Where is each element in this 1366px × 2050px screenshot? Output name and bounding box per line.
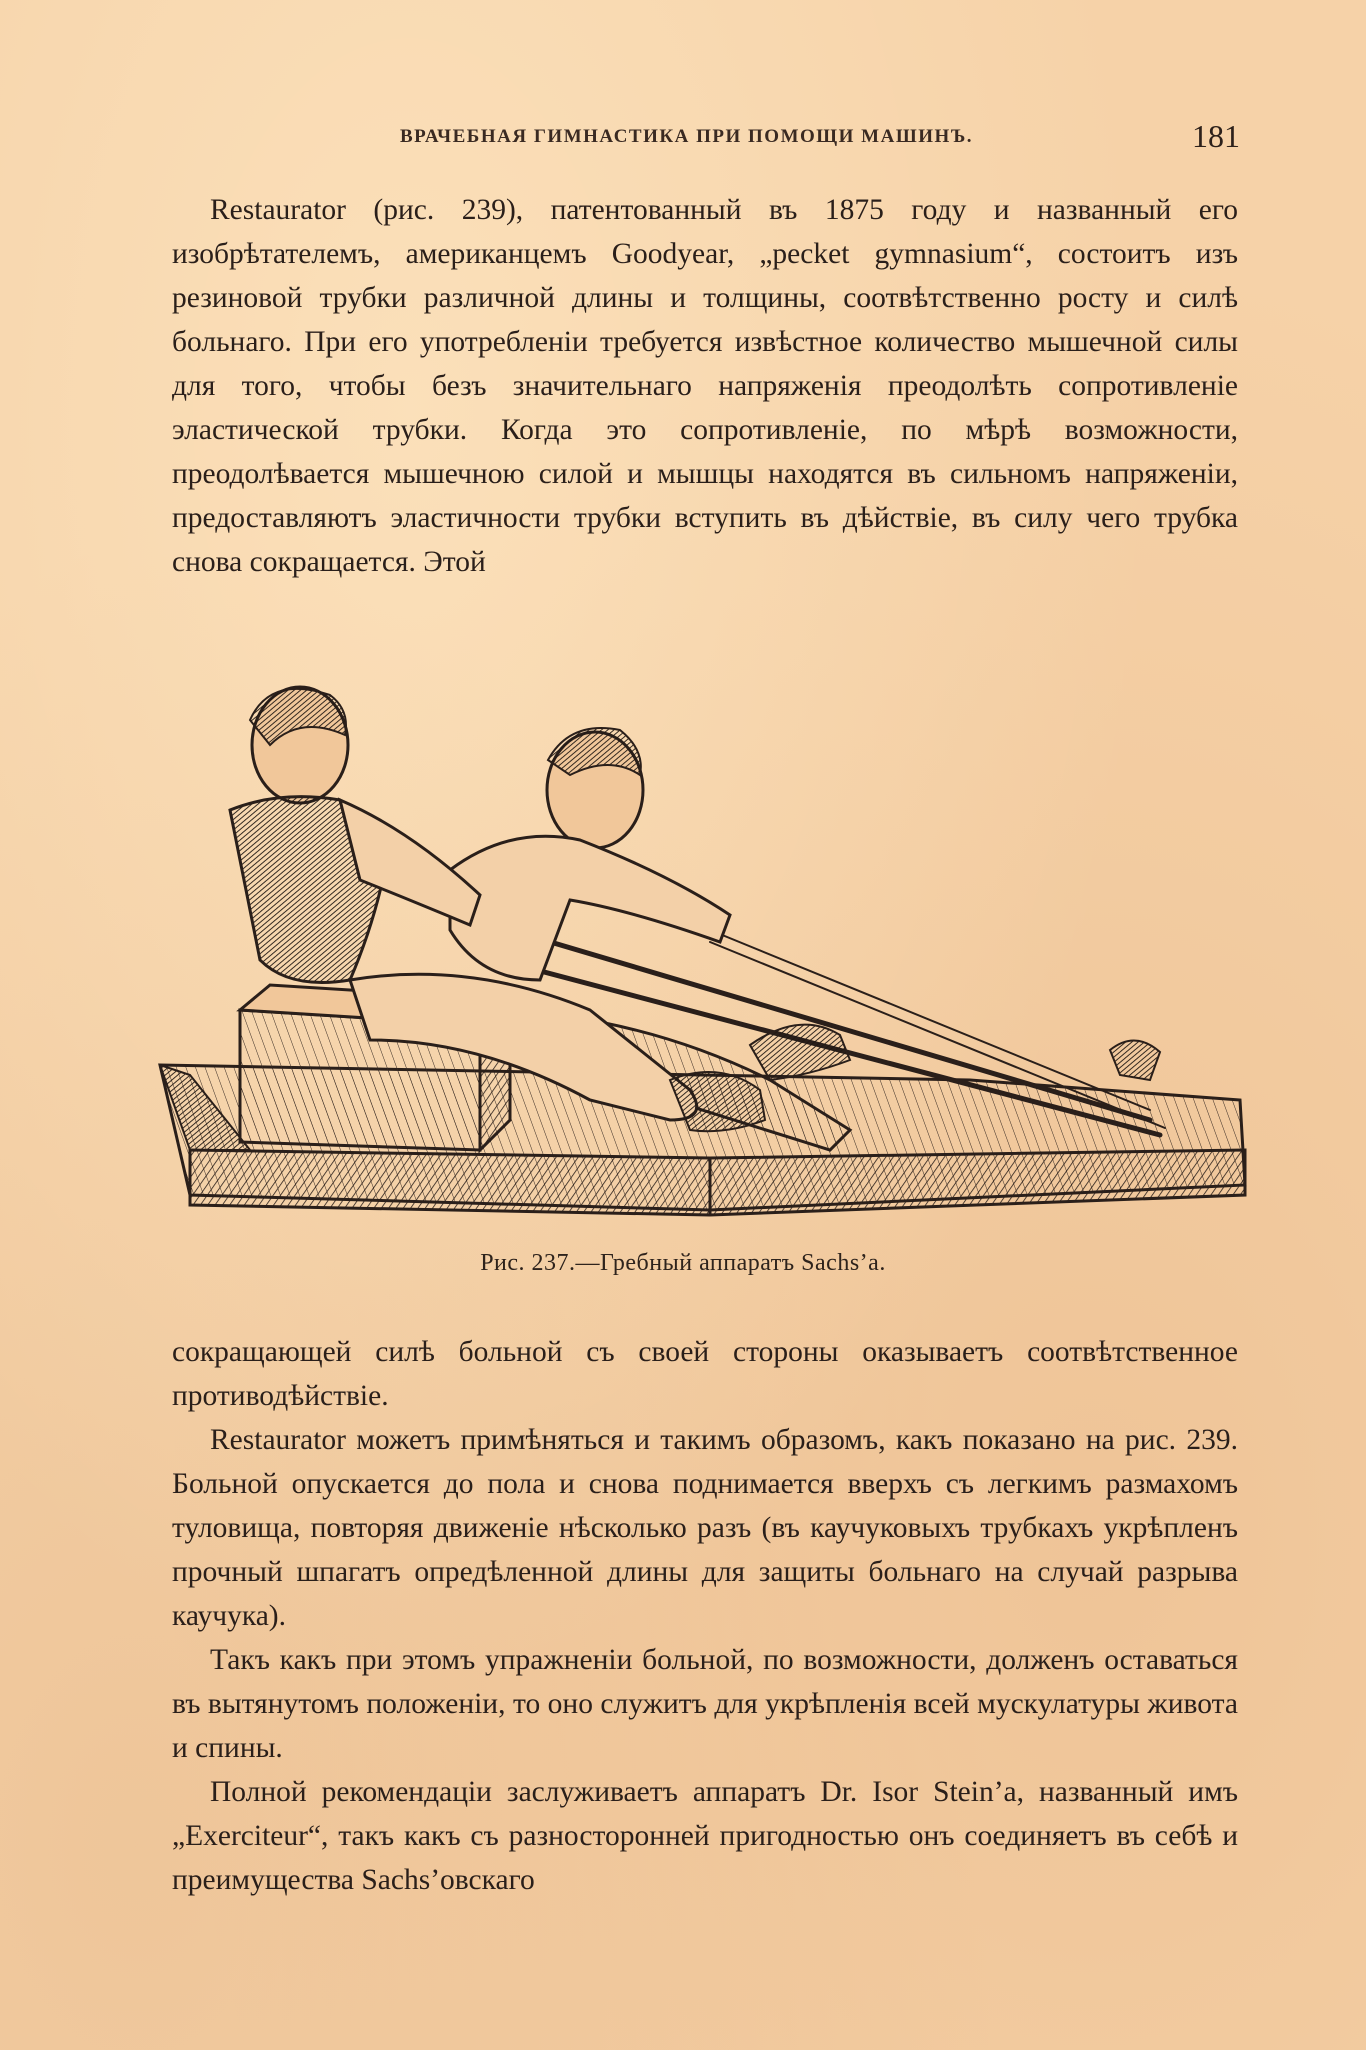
paragraph: Restaurator можетъ примѣняться и такимъ образомъ, какъ показано на рис. 239. Больной опускается до пола и снова поднимается вверхъ съ легкимъ размахомъ туловища, повторяя движеніе нѣсколько разъ (въ каучуковыхъ трубкахъ укрѣпленъ прочный шпагатъ опредѣленной длины для защиты больнаго на случай разрыва каучука). bbox=[172, 1424, 1238, 1632]
text-block-top bbox=[172, 188, 1238, 584]
running-title: ВРАЧЕБНАЯ ГИМНАСТИКА ПРИ ПОМОЩИ МАШИНЪ. bbox=[400, 126, 974, 147]
rowing-apparatus-illustration bbox=[150, 680, 1260, 1240]
page-number: 181 bbox=[1192, 118, 1240, 154]
paragraph: сокращающей силѣ больной съ своей стороны оказываетъ соотвѣтственное противодѣйствіе. bbox=[172, 1336, 1238, 1412]
text-block-bottom bbox=[172, 1330, 1238, 1902]
figure-caption: Рис. 237.—Гребный аппаратъ Sachs’a. bbox=[480, 1250, 886, 1276]
figure-rowing-apparatus bbox=[150, 680, 1260, 1240]
paragraph: Полной рекомендаціи заслуживаетъ аппаратъ Dr. Isor Stein’a, названный имъ „Exercіteur“, такъ какъ съ разносторонней пригодностью онъ соединяетъ въ себѣ и преимущества Sachs’овскаго bbox=[172, 1776, 1238, 1896]
running-head bbox=[170, 118, 1240, 158]
paragraph: Restaurator (рис. 239), патентованный въ 1875 году и названный его изобрѣтателемъ, американцемъ Goodyear, „pecket gymnasium“, состоитъ изъ резиновой трубки различной длины и толщины, соотвѣтственно росту и силѣ больнаго. При его употребленіи требуется извѣстное количество мышечной силы для того, чтобы безъ значительнаго напряженія преодолѣть сопротивленіе эластической трубки. Когда это сопротивленіе, по мѣрѣ возможности, преодолѣвается мышечною силой и мышцы находятся въ сильномъ напряженіи, предоставляютъ эластичности трубки вступить въ дѣйствіе, въ силу чего трубка снова сокращается. Этой bbox=[172, 194, 1238, 578]
paragraph: Такъ какъ при этомъ упражненіи больной, по возможности, долженъ оставаться въ вытянутомъ положеніи, то оно служитъ для укрѣпленія всей мускулатуры живота и спины. bbox=[172, 1644, 1238, 1764]
